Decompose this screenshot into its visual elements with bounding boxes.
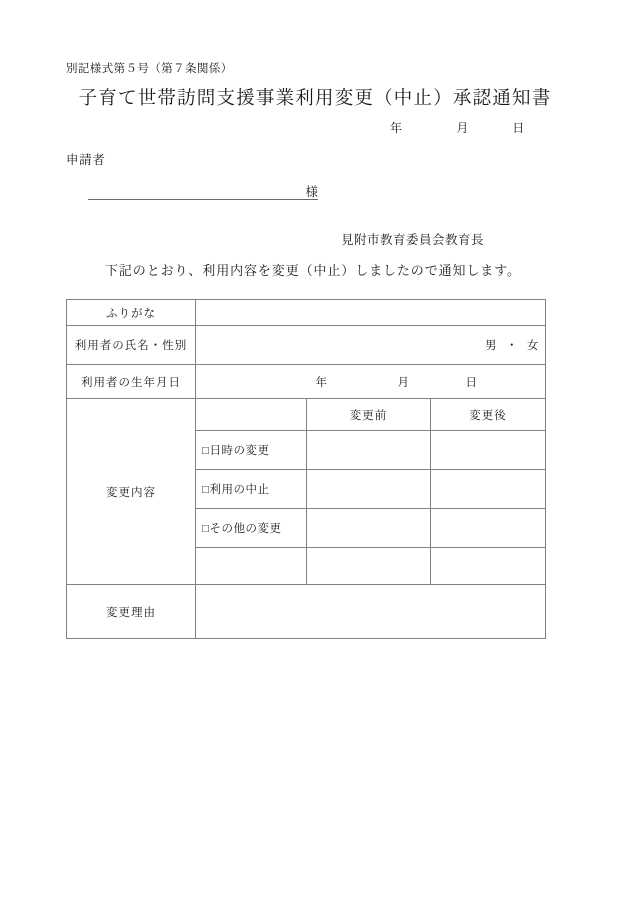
issuer-name: 見附市教育委員会教育長 (341, 233, 485, 247)
furigana-value-cell[interactable] (196, 300, 546, 326)
date-day-label: 日 (512, 121, 525, 135)
document-title: 子育て世帯訪問支援事業利用変更（中止）承認通知書 (78, 89, 552, 109)
cancel-after-cell[interactable] (431, 470, 546, 509)
birthdate-month-label: 月 (397, 376, 409, 389)
table-row-name-gender (67, 326, 546, 365)
date-line (390, 119, 524, 136)
change-reason-value-cell[interactable] (196, 585, 546, 639)
change-header-spacer-cell (196, 399, 307, 431)
checkbox-other-change[interactable]: □その他の変更 (196, 509, 307, 548)
gender-male-option[interactable]: 男 (485, 340, 498, 352)
datetime-after-cell[interactable] (431, 431, 546, 470)
notification-form-table (66, 299, 546, 639)
birthdate-day-label: 日 (465, 376, 477, 389)
table-row-change-header (67, 399, 546, 431)
extra-item-cell[interactable] (196, 548, 307, 585)
name-gender-value-cell[interactable] (196, 326, 546, 365)
birthdate-year-label: 年 (315, 376, 327, 389)
furigana-label: ふりがな (67, 300, 196, 326)
birthdate-value-cell[interactable] (196, 365, 546, 399)
name-gender-label: 利用者の氏名・性別 (67, 326, 196, 365)
change-content-label: 変更内容 (67, 399, 196, 585)
extra-after-cell[interactable] (431, 548, 546, 585)
cancel-before-cell[interactable] (307, 470, 431, 509)
birthdate-label: 利用者の生年月日 (67, 365, 196, 399)
gender-female-option[interactable]: 女 (527, 340, 540, 352)
recipient-name-row (88, 184, 318, 200)
form-number: 別記様式第５号（第７条関係） (66, 63, 233, 75)
gender-separator: ・ (506, 340, 519, 352)
applicant-label: 申請者 (66, 153, 106, 167)
recipient-honorific: 様 (301, 186, 318, 201)
body-text: 下記のとおり、利用内容を変更（中止）しましたので通知します。 (105, 263, 521, 278)
table-row-birthdate (67, 365, 546, 399)
other-after-cell[interactable] (431, 509, 546, 548)
column-header-before: 変更前 (307, 399, 431, 431)
date-year-label: 年 (390, 121, 403, 135)
column-header-after: 変更後 (431, 399, 546, 431)
date-month-label: 月 (456, 121, 469, 135)
datetime-before-cell[interactable] (307, 431, 431, 470)
recipient-name-blank[interactable] (88, 184, 301, 200)
checkbox-usage-cancel[interactable]: □利用の中止 (196, 470, 307, 509)
checkbox-datetime-change[interactable]: □日時の変更 (196, 431, 307, 470)
other-before-cell[interactable] (307, 509, 431, 548)
table-row-furigana (67, 300, 546, 326)
change-reason-label: 変更理由 (67, 585, 196, 639)
table-row-change-reason (67, 585, 546, 639)
extra-before-cell[interactable] (307, 548, 431, 585)
